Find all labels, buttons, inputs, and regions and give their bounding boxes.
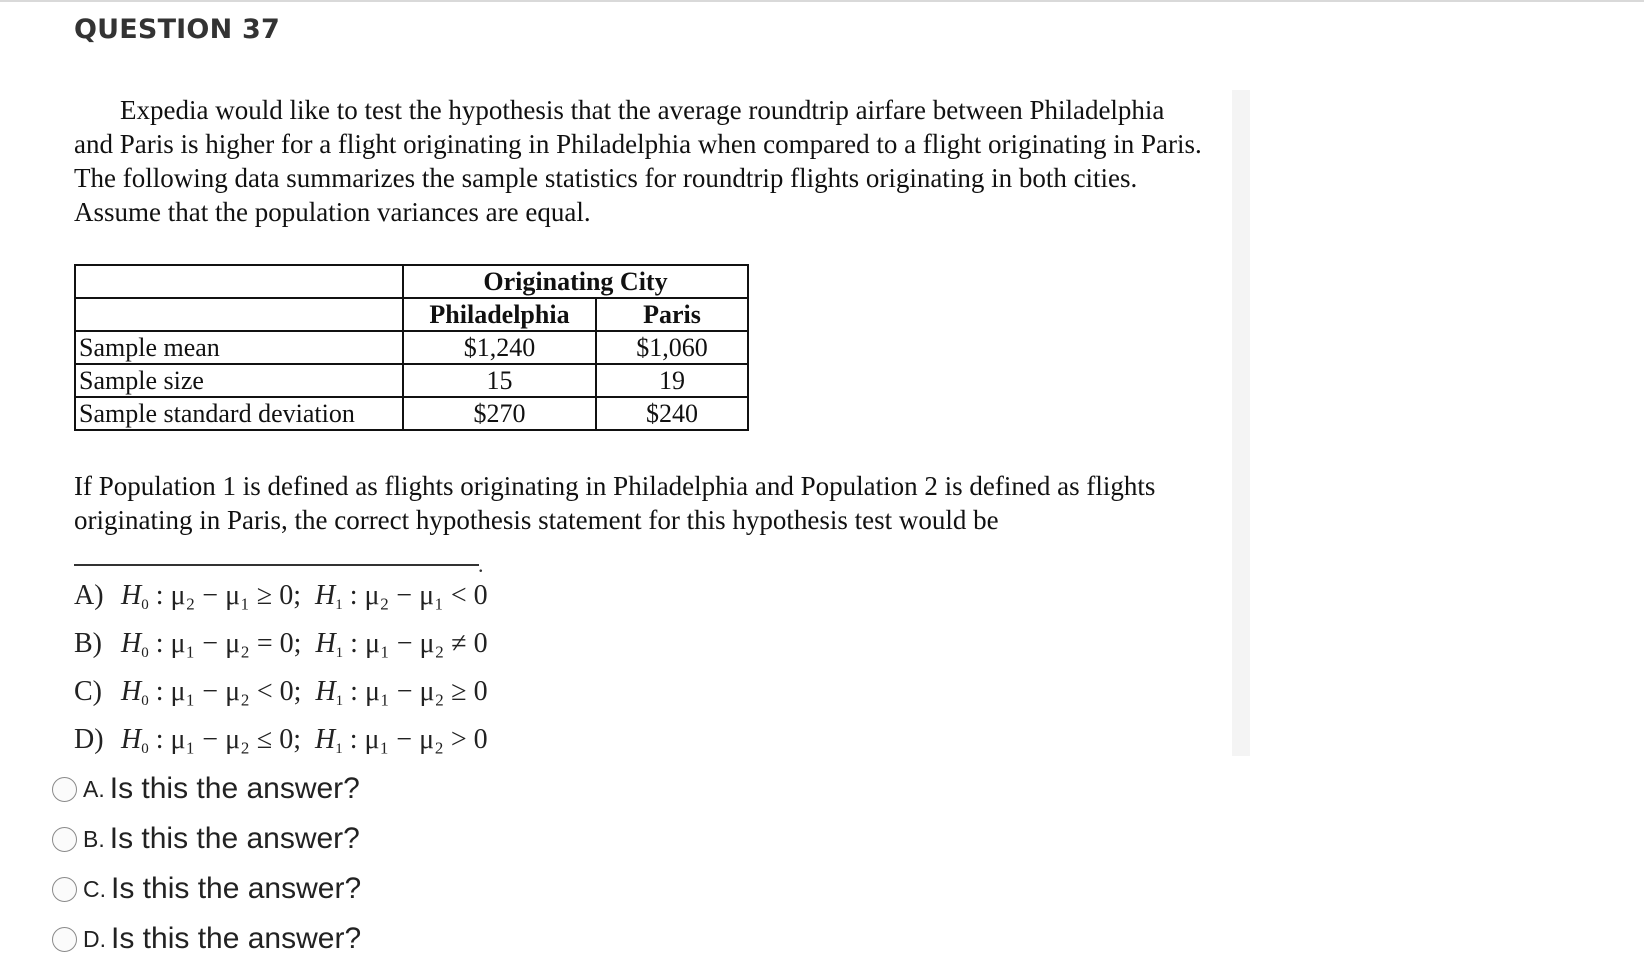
radio-button[interactable] [52, 927, 77, 952]
table-column-header: Philadelphia [403, 298, 596, 331]
option-letter: D. [83, 925, 106, 952]
table-cell: $1,240 [403, 331, 596, 364]
alternative-hypothesis: μ₁ − μ₂ ≥ 0 [364, 676, 488, 707]
table-cell: 19 [596, 364, 748, 397]
table-header-row [75, 265, 748, 298]
radio-button[interactable] [52, 877, 77, 902]
table-row-label: Sample mean [75, 331, 403, 364]
option-letter: B. [83, 825, 105, 852]
answer-blank [74, 564, 479, 566]
hypothesis-letter: B) [74, 628, 102, 659]
table-row-label: Sample size [75, 364, 403, 397]
null-hypothesis: μ₁ − μ₂ < 0 [170, 676, 294, 707]
radio-button[interactable] [52, 827, 77, 852]
hypothesis-letter: D) [74, 724, 104, 755]
hypothesis-choice-b: B) $H_0$ : μ₁ − μ₂ = 0; $H_1$ : μ₁ − μ₂ ≠ 0 [74, 620, 488, 668]
question-passage [74, 93, 1204, 229]
question-prompt [74, 469, 1204, 537]
hypothesis-letter: A) [74, 580, 104, 611]
table-cell: $270 [403, 397, 596, 430]
passage-text: Expedia would like to test the hypothesis that the average roundtrip airfare between Philadelphia and Paris is higher for a flight originating in Philadelphia when compared to a flight originating in Paris. The following data summarizes the sample statistics for roundtrip flights originating in both cities. Assume that the population variances are equal. [74, 95, 1202, 227]
table-row [75, 331, 748, 364]
table-corner-cell [75, 298, 403, 331]
alternative-hypothesis: μ₁ − μ₂ > 0 [364, 724, 488, 755]
table-column-header: Paris [596, 298, 748, 331]
hypothesis-choices [74, 572, 488, 764]
blank-period: . [478, 552, 484, 577]
option-text: Is this the answer? [111, 922, 362, 955]
answer-options [52, 764, 361, 964]
alternative-hypothesis: μ₁ − μ₂ ≠ 0 [364, 628, 488, 659]
answer-option-c[interactable] [52, 864, 361, 914]
table-cell: 15 [403, 364, 596, 397]
table-cell: $1,060 [596, 331, 748, 364]
answer-option-a[interactable] [52, 764, 361, 814]
option-text: Is this the answer? [109, 772, 360, 805]
alternative-hypothesis: μ₂ − μ₁ < 0 [364, 580, 488, 611]
null-hypothesis: μ₂ − μ₁ ≥ 0 [170, 580, 294, 611]
radio-button[interactable] [52, 777, 77, 802]
null-hypothesis: μ₁ − μ₂ = 0 [170, 628, 294, 659]
option-letter: A. [83, 775, 105, 802]
table-group-header: Originating City [403, 265, 748, 298]
table-corner-cell [75, 265, 403, 298]
table-row-label: Sample standard deviation [75, 397, 403, 430]
table-column-row [75, 298, 748, 331]
hypothesis-choice-a: A) $H_0$ : μ₂ − μ₁ ≥ 0; $H_1$ : μ₂ − μ₁ < 0 [74, 572, 488, 620]
table-row [75, 397, 748, 430]
content-scroll-shade [1232, 90, 1250, 756]
table-row [75, 364, 748, 397]
option-text: Is this the answer? [109, 822, 360, 855]
option-letter: C. [83, 875, 106, 902]
prompt-text: If Population 1 is defined as flights originating in Philadelphia and Population 2 is defined as flights originating in Paris, the correct hypothesis statement for this hypothesis test would be [74, 471, 1156, 535]
hypothesis-letter: C) [74, 676, 102, 707]
top-divider [0, 0, 1644, 2]
sample-statistics-table [74, 264, 749, 431]
table-cell: $240 [596, 397, 748, 430]
answer-option-b[interactable] [52, 814, 361, 864]
hypothesis-choice-c: C) $H_0$ : μ₁ − μ₂ < 0; $H_1$ : μ₁ − μ₂ ≥ 0 [74, 668, 488, 716]
answer-option-d[interactable] [52, 914, 361, 964]
question-title: QUESTION 37 [74, 14, 280, 45]
null-hypothesis: μ₁ − μ₂ ≤ 0 [170, 724, 294, 755]
option-text: Is this the answer? [111, 872, 362, 905]
hypothesis-choice-d: D) $H_0$ : μ₁ − μ₂ ≤ 0; $H_1$ : μ₁ − μ₂ > 0 [74, 716, 488, 764]
